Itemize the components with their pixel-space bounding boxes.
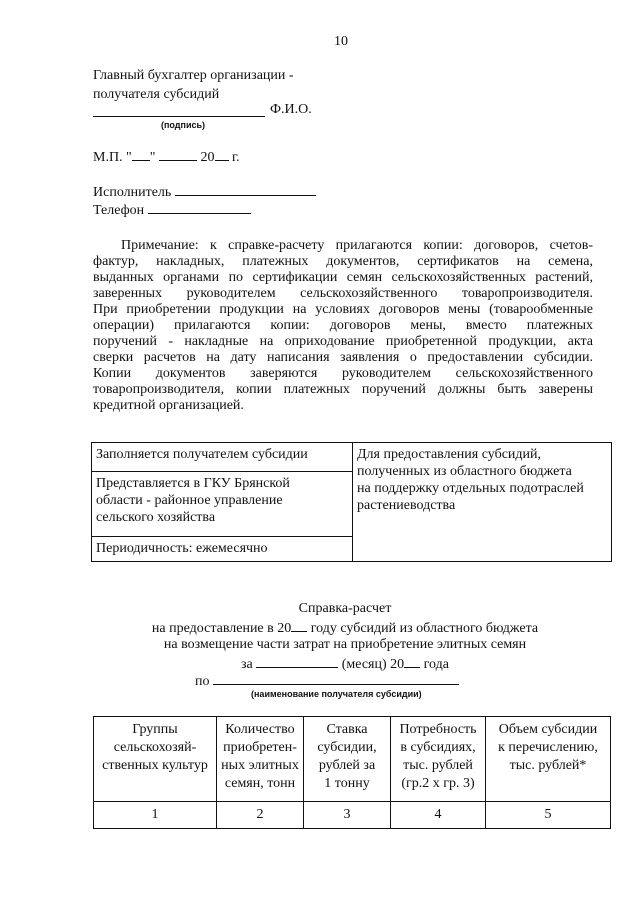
period-mid: (месяц) 20 xyxy=(338,657,405,672)
header-line: рублей за xyxy=(318,758,376,773)
header-line: (гр.2 х гр. 3) xyxy=(401,776,475,791)
page-number: 10 xyxy=(334,34,348,49)
table-header-row xyxy=(94,717,611,802)
info-box xyxy=(91,442,612,562)
year-prefix: 20 xyxy=(197,150,215,165)
filled-by-text: Заполняется получателем субсидии xyxy=(96,447,308,462)
column-number: 3 xyxy=(304,802,391,829)
subsidy-recipient-label: получателя субсидий xyxy=(93,87,220,102)
header-line: в субсидиях, xyxy=(400,740,476,755)
purpose-line: на поддержку отдельных подотраслей xyxy=(357,481,584,496)
header-line: тыс. рублей* xyxy=(509,758,587,773)
header-line: Объем субсидии xyxy=(498,722,598,737)
year-lead: на предоставление в 20 xyxy=(151,621,292,636)
year-blank xyxy=(215,146,229,161)
note-line: При приобретении продукции на условиях договоров мены (товарообменные xyxy=(93,302,593,317)
phone-label: Телефон xyxy=(93,203,145,218)
submitted-to-cell xyxy=(92,472,353,537)
header-line: ственных культур xyxy=(102,758,208,773)
header-line: субсидии, xyxy=(317,740,377,755)
phone-blank xyxy=(148,199,251,214)
header-cell xyxy=(217,717,304,802)
recipient-blank xyxy=(213,670,459,685)
calculation-table xyxy=(93,716,611,829)
year-blank xyxy=(404,653,420,668)
month-blank xyxy=(159,146,197,161)
stamp-prefix: М.П. " xyxy=(93,150,132,165)
day-blank xyxy=(132,146,150,161)
column-number: 2 xyxy=(217,802,304,829)
note-line: фактур, накладных, платежных документов, сертификатов на семена, xyxy=(93,254,593,269)
note-line: заверенных руководителем сельскохозяйственного товаропроизводителя. xyxy=(93,286,593,301)
header-line: Ставка xyxy=(326,722,368,737)
header-cell xyxy=(391,717,486,802)
year-blank xyxy=(291,617,307,632)
periodicity-text: Периодичность: ежемесячно xyxy=(96,541,268,556)
header-line: к перечислению, xyxy=(498,740,598,755)
purpose-cell xyxy=(353,443,612,562)
signature-caption: (подпись) xyxy=(161,120,206,130)
executor-label: Исполнитель xyxy=(93,185,172,200)
header-cell xyxy=(486,717,611,802)
note-line: Примечание: к справке-расчету прилагаются копии: договоров, счетов- xyxy=(121,238,593,253)
recipient-lead: по xyxy=(195,674,213,689)
filled-by-cell xyxy=(92,443,353,472)
submitted-to-line: Представляется в ГКУ Брянской xyxy=(96,476,290,491)
recipient-caption: (наименование получателя субсидии) xyxy=(251,689,422,699)
purpose-line: растениеводства xyxy=(357,498,456,513)
header-cell xyxy=(94,717,217,802)
header-line: Группы xyxy=(132,722,178,737)
header-line: 1 тонну xyxy=(324,776,370,791)
purpose-line: Для предоставления субсидий, xyxy=(357,447,542,462)
column-number-row xyxy=(94,802,611,829)
header-line: Количество xyxy=(225,722,295,737)
note-line: операции) прилагаются копии: договоров мены, вместо платежных xyxy=(93,318,593,333)
signature-line xyxy=(93,102,265,117)
note-line: выданных органами по сертификации семян сельскохозяйственных растений, xyxy=(93,270,593,285)
header-line: сельскохозяй- xyxy=(113,740,197,755)
header-line: тыс. рублей xyxy=(403,758,473,773)
form-title: Справка-расчет xyxy=(298,601,392,616)
note-line: сверки расчетов на дату написания заявления о предоставлении субсидии. xyxy=(93,350,593,365)
note-line: товаропроизводителя, копии платежных поручений должны быть заверены xyxy=(93,382,593,397)
fio-label: Ф.И.О. xyxy=(270,102,312,117)
note-line: кредитной организацией. xyxy=(93,398,244,413)
column-number: 1 xyxy=(94,802,217,829)
period-tail: года xyxy=(420,657,449,672)
note-line: поручений - накладные на оприходование приобретенной продукции, акта xyxy=(93,334,593,349)
period-lead: за xyxy=(241,657,257,672)
form-subtitle-line3: на возмещение части затрат на приобретение элитных семян xyxy=(163,637,527,652)
header-line: приобретен- xyxy=(223,740,297,755)
purpose-line: полученных из областного бюджета xyxy=(357,464,572,479)
column-number: 5 xyxy=(486,802,611,829)
note-line: Копии документов заверяются руководителем сельскохозяйственного xyxy=(93,366,593,381)
submitted-to-line: области - районное управление xyxy=(96,493,283,508)
submitted-to-line: сельского хозяйства xyxy=(96,510,216,525)
note-paragraph xyxy=(93,238,593,414)
stamp-date-line xyxy=(93,146,240,167)
executor-blank xyxy=(175,181,316,196)
periodicity-cell xyxy=(92,537,353,562)
month-blank xyxy=(256,653,338,668)
subtitle-tail: году субсидий из областного бюджета xyxy=(307,621,539,636)
column-number: 4 xyxy=(391,802,486,829)
year-suffix: г. xyxy=(228,150,240,165)
header-cell xyxy=(304,717,391,802)
header-line: ных элитных xyxy=(221,758,299,773)
header-line: Потребность xyxy=(399,722,477,737)
chief-accountant-label: Главный бухгалтер организации - xyxy=(93,68,294,83)
phone-row xyxy=(93,199,251,220)
header-line: семян, тонн xyxy=(224,776,296,791)
quote-close: " xyxy=(149,150,159,165)
